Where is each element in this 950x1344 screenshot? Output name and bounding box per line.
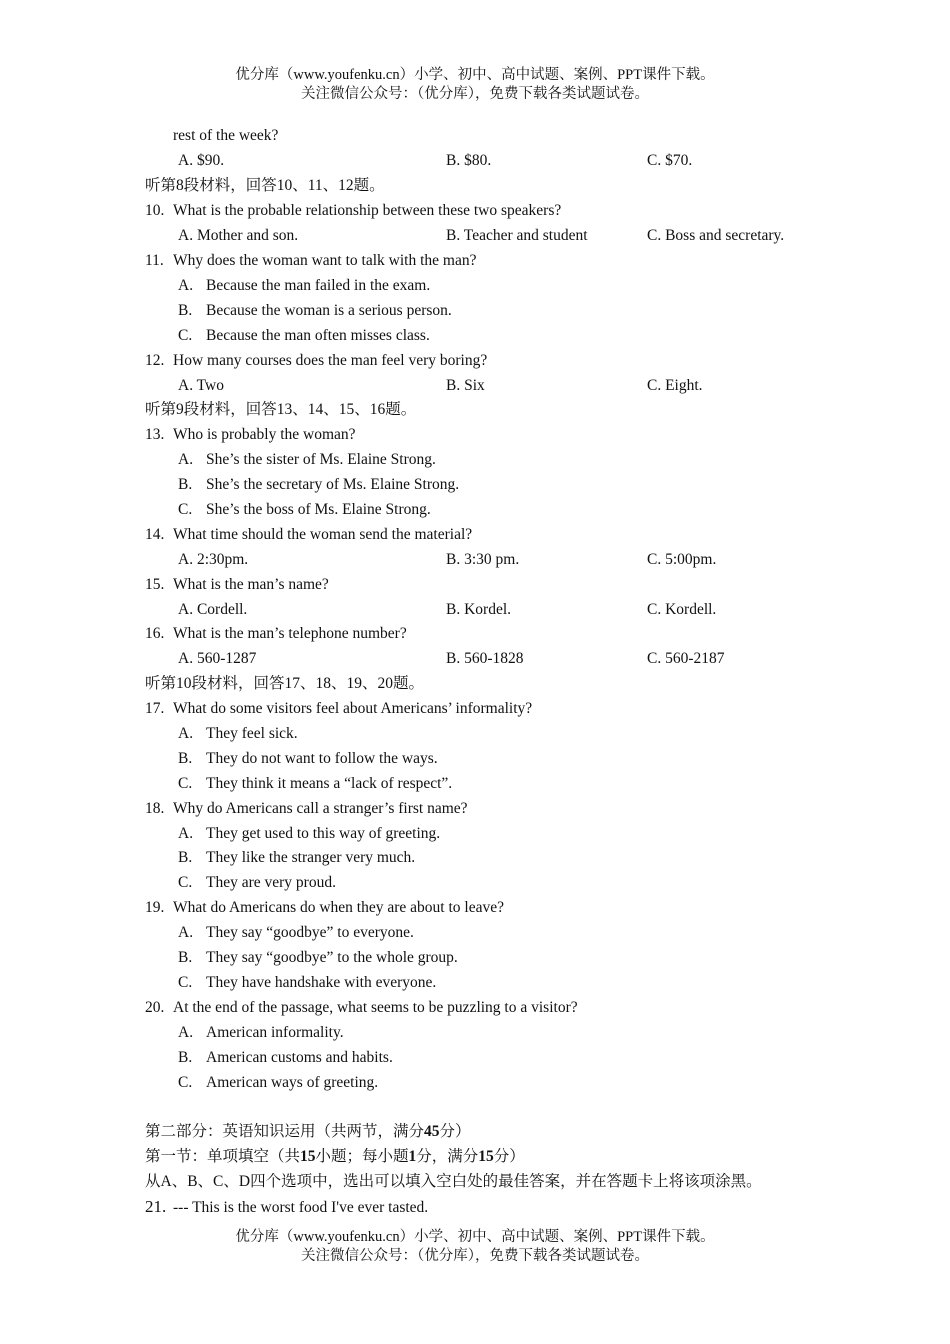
q20-option-c [178,1071,378,1095]
question-text: What is the man’s telephone number? [173,625,407,642]
option-letter: A. [178,825,194,842]
option-letter: B. [178,849,193,866]
question-number: 18. [145,800,165,817]
question-12 [145,349,487,373]
option-text: They say “goodbye” to everyone. [206,924,414,941]
q19-option-b [178,946,458,970]
section-1-title: 第一节：单项填空（共 [145,1148,301,1165]
option-letter: C. [178,775,193,792]
question-20 [145,996,578,1020]
q9-option-c: C. $70. [647,152,693,169]
header-line-1: 优分库（www.youfenku.cn）小学、初中、高中试题、案例、PPT课件下载。 [235,67,715,83]
q15-option-a: A. Cordell. [178,601,248,618]
part-2-heading [145,1120,471,1144]
page-footer [0,1228,950,1266]
question-13 [145,423,356,447]
q10-option-b: B. Teacher and student [446,227,588,244]
option-text: Because the man failed in the exam. [206,277,431,294]
question-text: What time should the woman send the material? [173,526,473,543]
q10-option-a: A. Mother and son. [178,227,299,244]
q17-option-b [178,747,438,771]
q12-option-a: A. Two [178,377,224,394]
q18-option-a [178,822,440,846]
option-letter: A. [178,725,194,742]
q14-option-c: C. 5:00pm. [647,551,717,568]
question-18 [145,797,468,821]
option-text: Because the man often misses class. [206,327,430,344]
option-text: She’s the boss of Ms. Elaine Strong. [206,501,431,518]
question-text: What is the probable relationship between these two speakers? [173,202,562,219]
option-letter: A. [178,1024,194,1041]
q13-option-b [178,473,459,497]
section-1-total: 15 [478,1148,494,1165]
q16-option-a: A. 560-1287 [178,650,257,667]
question-number: 15. [145,576,165,593]
section-1-heading [145,1145,525,1169]
question-17 [145,697,532,721]
option-text: They have handshake with everyone. [206,974,437,991]
question-number: 17. [145,700,165,717]
option-letter: B. [178,750,193,767]
instruction: 从A、B、C、D四个选项中，选出可以填入空白处的最佳答案，并在答题卡上将该项涂黑。 [145,1173,762,1190]
section-1-text: 小题；每小题 [315,1148,409,1165]
question-number: 11. [145,252,164,269]
q15-option-c: C. Kordell. [647,601,717,618]
page-header [0,66,950,104]
option-letter: A. [178,451,194,468]
q9-option-a: A. $90. [178,152,225,169]
option-letter: C. [178,501,193,518]
option-letter: C. [178,874,193,891]
q18-option-c [178,871,336,895]
question-text: Why does the woman want to talk with the man? [173,252,477,269]
option-text: They are very proud. [206,874,336,891]
question-text: What do Americans do when they are about to leave? [173,899,504,916]
footer-line-2: 关注微信公众号：（优分库），免费下载各类试题试卷。 [301,1248,649,1264]
q13-option-c [178,498,431,522]
question-19 [145,896,504,920]
option-text: They do not want to follow the ways. [206,750,438,767]
option-text: Because the woman is a serious person. [206,302,452,319]
section-1-text: 分，满分 [416,1148,479,1165]
section-1-count: 15 [300,1148,316,1165]
q11-option-b [178,299,452,323]
question-text: What do some visitors feel about Americans’ informality? [173,700,533,717]
question-number: 10. [145,202,165,219]
q19-option-a [178,921,414,945]
part-2-title: 第二部分：英语知识运用（共两节，满分 [145,1123,425,1140]
question-text: How many courses does the man feel very boring? [173,352,488,369]
option-letter: A. [178,924,194,941]
question-number: 12. [145,352,165,369]
section-8-heading: 听第8段材料，回答10、11、12题。 [145,177,385,194]
question-number: 20. [145,999,165,1016]
part-2-unit: 分） [439,1123,471,1140]
q14-option-a: A. 2:30pm. [178,551,249,568]
q18-option-b [178,846,415,870]
question-15 [145,573,329,597]
q14-option-b: B. 3:30 pm. [446,551,520,568]
q11-option-a [178,274,430,298]
footer-line-1: 优分库（www.youfenku.cn）小学、初中、高中试题、案例、PPT课件下载。 [235,1229,715,1245]
section-1-each: 1 [408,1148,417,1165]
option-text: American informality. [206,1024,344,1041]
question-number: 13. [145,426,165,443]
question-10 [145,199,561,223]
section-9-heading: 听第9段材料，回答13、14、15、16题。 [145,401,417,418]
option-letter: B. [178,949,193,966]
option-text: They think it means a “lack of respect”. [206,775,453,792]
option-letter: A. [178,277,194,294]
question-number: 21. [145,1197,167,1216]
question-text: Who is probably the woman? [173,426,356,443]
question-text: Why do Americans call a stranger’s first name? [173,800,468,817]
question-16 [145,622,407,646]
q16-option-b: B. 560-1828 [446,650,524,667]
question-number: 16. [145,625,165,642]
header-line-2: 关注微信公众号：（优分库），免费下载各类试题试卷。 [301,86,649,102]
option-letter: B. [178,476,193,493]
option-letter: B. [178,302,193,319]
question-text: At the end of the passage, what seems to be puzzling to a visitor? [173,999,578,1016]
q19-option-c [178,971,436,995]
q16-option-c: C. 560-2187 [647,650,725,667]
q10-option-c: C. Boss and secretary. [647,227,785,244]
q12-option-b: B. Six [446,377,485,394]
q17-option-c [178,772,452,796]
q20-option-b [178,1046,393,1070]
q9-option-b: B. $80. [446,152,492,169]
q15-option-b: B. Kordel. [446,601,512,618]
option-text: American ways of greeting. [206,1074,379,1091]
section-1-unit: 分） [493,1148,525,1165]
section-10-heading: 听第10段材料，回答17、18、19、20题。 [145,675,425,692]
question-21 [145,1195,428,1219]
question-number: 19. [145,899,165,916]
question-11 [145,249,476,273]
q20-option-a [178,1021,344,1045]
option-text: She’s the sister of Ms. Elaine Strong. [206,451,436,468]
question-text: What is the man’s name? [173,576,329,593]
option-letter: C. [178,1074,193,1091]
option-letter: B. [178,1049,193,1066]
option-letter: C. [178,974,193,991]
question-9-continuation: rest of the week? [173,127,279,144]
option-text: American customs and habits. [206,1049,393,1066]
question-text: --- This is the worst food I've ever tasted. [173,1199,429,1216]
option-text: They feel sick. [206,725,298,742]
option-letter: C. [178,327,193,344]
q11-option-c [178,324,430,348]
option-text: They say “goodbye” to the whole group. [206,949,458,966]
question-14 [145,523,472,547]
option-text: They like the stranger very much. [206,849,416,866]
part-2-score: 45 [424,1123,440,1140]
q17-option-a [178,722,298,746]
q13-option-a [178,448,436,472]
option-text: She’s the secretary of Ms. Elaine Strong. [206,476,460,493]
q12-option-c: C. Eight. [647,377,703,394]
option-text: They get used to this way of greeting. [206,825,441,842]
question-number: 14. [145,526,165,543]
